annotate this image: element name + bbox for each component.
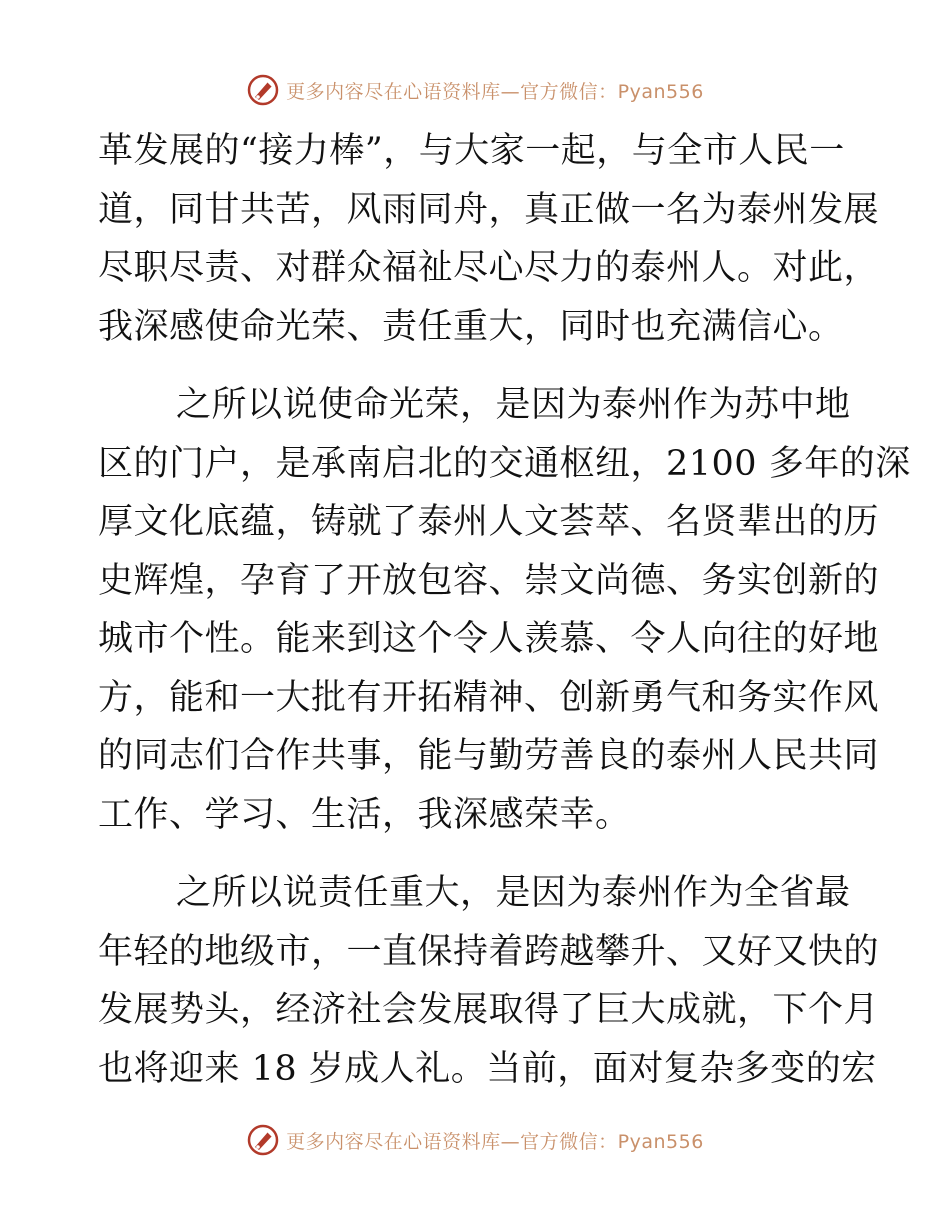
text-line: 史辉煌，孕育了开放包容、崇文尚德、务实创新的 <box>98 560 880 601</box>
text-line: 方，能和一大批有开拓精神、创新勇气和务实作风 <box>98 677 880 718</box>
text-line: 之所以说使命光荣，是因为泰州作为苏中地 <box>176 385 851 425</box>
watermark-text: 更多内容尽在心语资料库—官方微信：Pyan556 <box>286 1130 704 1153</box>
footer-watermark <box>0 1120 950 1160</box>
document-body <box>98 122 911 1098</box>
text-line: 的同志们合作共事，能与勤劳善良的泰州人民共同 <box>98 736 880 776</box>
paragraph <box>98 376 911 844</box>
text-line: 城市个性。能来到这个令人羡慕、令人向往的好地 <box>98 619 880 659</box>
paragraph <box>98 122 880 356</box>
pen-logo-icon <box>246 1123 280 1157</box>
pen-logo-icon <box>246 73 280 107</box>
header-watermark <box>0 70 950 110</box>
text-line: 也将迎来 18 岁成人礼。当前，面对复杂多变的宏 <box>98 1048 877 1089</box>
text-line: 发展势头，经济社会发展取得了巨大成就，下个月 <box>98 990 880 1030</box>
text-line: 尽职尽责、对群众福祉尽心尽力的泰州人。对此， <box>98 248 880 288</box>
text-line: 厚文化底蕴，铸就了泰州人文荟萃、名贤辈出的历 <box>98 502 880 542</box>
text-line: 年轻的地级市，一直保持着跨越攀升、又好又快的 <box>98 931 880 972</box>
text-line: 我深感使命光荣、责任重大，同时也充满信心。 <box>98 306 844 347</box>
text-line: 之所以说责任重大，是因为泰州作为全省最 <box>176 873 851 913</box>
paragraph <box>98 864 880 1098</box>
text-line: 革发展的“接力棒”，与大家一起，与全市人民一 <box>98 131 845 171</box>
text-line: 道，同甘共苦，风雨同舟，真正做一名为泰州发展 <box>98 189 880 230</box>
watermark-text: 更多内容尽在心语资料库—官方微信：Pyan556 <box>286 80 704 103</box>
text-line: 工作、学习、生活，我深感荣幸。 <box>98 794 631 835</box>
text-line: 区的门户，是承南启北的交通枢纽，2100 多年的深 <box>98 443 911 484</box>
